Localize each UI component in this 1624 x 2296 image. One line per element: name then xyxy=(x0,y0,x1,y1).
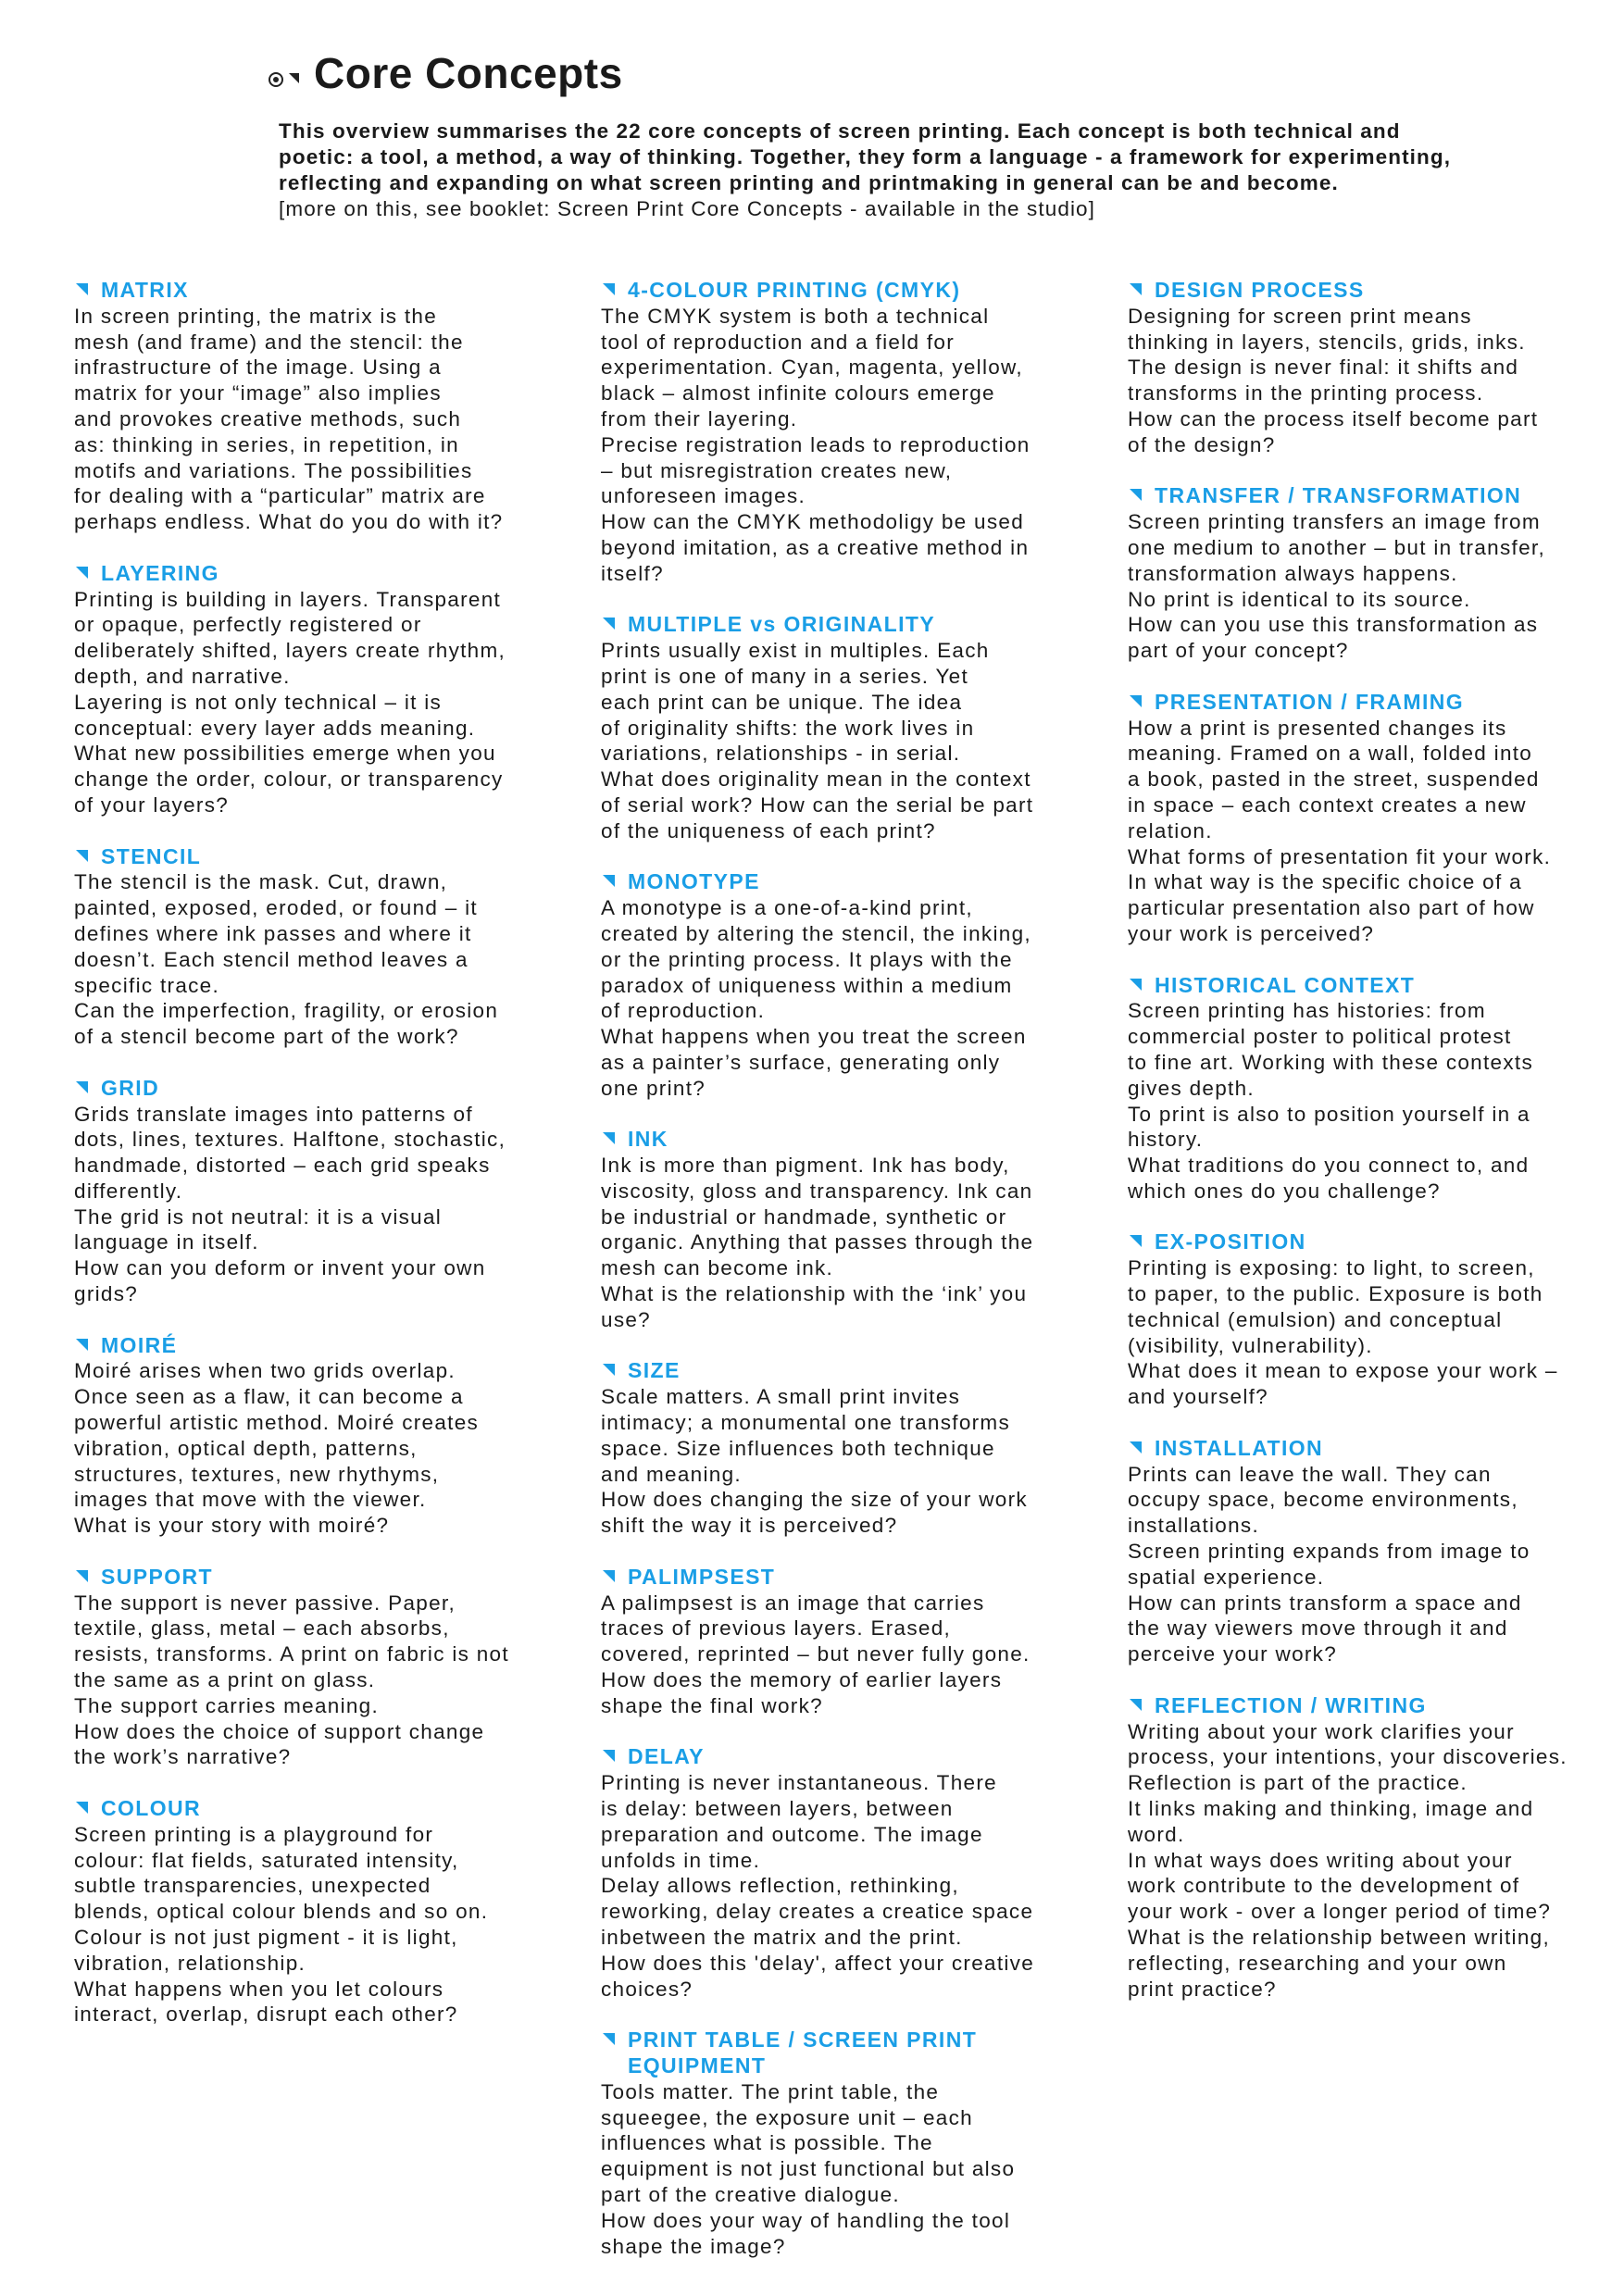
concept-title: HISTORICAL CONTEXT xyxy=(1155,972,1416,997)
concept-body: A palimpsest is an image that carries traces of previous layers. Erased, covered, reprinted – but never fully gone. How does the memory of earlier layers shape the final work? xyxy=(601,1591,1031,1717)
concept-title: STENCIL xyxy=(101,843,202,868)
corner-triangle-icon xyxy=(76,1081,88,1093)
concept-section xyxy=(601,2028,1101,2259)
concept-body: Printing is never instantaneous. There is delay: between layers, between preparation and outcome. The image unfolds in time. Delay allows reflection, rethinking, reworking, delay creates a creatice space inbetween the matrix and the print. How does this 'delay', affect your creative choices? xyxy=(601,1771,1035,2001)
concept-title: MULTIPLE vs ORIGINALITY xyxy=(628,612,936,637)
concept-title: 4-COLOUR PRINTING (CMYK) xyxy=(628,278,961,302)
concept-title: DESIGN PROCESS xyxy=(1155,278,1365,302)
concept-title: MATRIX xyxy=(101,278,189,302)
concept-section xyxy=(1128,1693,1624,2003)
concept-heading xyxy=(1128,1229,1624,1255)
concept-heading xyxy=(74,844,574,870)
concept-section xyxy=(74,1796,574,2028)
concept-body: How a print is presented changes its meaning. Framed on a wall, folded into a book, pasted in the street, suspended in space – each context creates a new relation. What forms of presentation fit your work. In what way is the specific choice of a particular presentation also part of how your work is perceived? xyxy=(1128,716,1552,945)
column-3 xyxy=(1128,278,1624,2028)
concept-title: INK xyxy=(628,1127,668,1152)
title-row xyxy=(269,48,623,98)
concept-section xyxy=(74,561,574,818)
concept-heading xyxy=(74,278,574,304)
concept-body: A monotype is a one-of-a-kind print, created by altering the stencil, the inking, or the printing process. It plays with the paradox of uniqueness within a medium of reproduction. What happens when you treat the screen as a painter’s surface, generating only one print? xyxy=(601,896,1031,1100)
concept-heading xyxy=(1128,1693,1624,1719)
concept-heading xyxy=(601,1744,1101,1770)
corner-triangle-icon xyxy=(603,1364,615,1376)
corner-triangle-icon xyxy=(603,875,615,887)
concept-body: Screen printing has histories: from commercial poster to political protest to fine art. Working with these contexts gives depth. To print is also to position yourself in a history. What traditions do you connect to, and which ones do you challenge? xyxy=(1128,999,1534,1203)
booklet-note: [more on this, see booklet: Screen Print Core Concepts - available in the studio] xyxy=(279,197,1096,220)
concept-body: Prints usually exist in multiples. Each print is one of many in a series. Yet each print can be unique. The idea of originality shifts: the work lives in variations, relationships - in serial. What does originality mean in the context of serial work? How can the serial be part of the uniqueness of each print? xyxy=(601,639,1034,842)
concept-heading xyxy=(74,1333,574,1359)
concept-title: GRID xyxy=(101,1075,160,1100)
concept-body: The support is never passive. Paper, textile, glass, metal – each absorbs, resists, transforms. A print on fabric is not the same as a print on glass. The support carries meaning. How does the choice of support change the work’s narrative? xyxy=(74,1591,509,1769)
corner-triangle-icon xyxy=(603,618,615,630)
concept-body: Tools matter. The print table, the squeegee, the exposure unit – each influences what is possible. The equipment is not just functional but also part of the creative dialogue. How does your way of handling the tool shape the image? xyxy=(601,2079,1016,2258)
concept-section xyxy=(601,1127,1101,1332)
column-1 xyxy=(74,278,574,2053)
concept-body: Grids translate images into patterns of dots, lines, textures. Halftone, stochastic, handmade, distorted – each grid speaks differently. The grid is not neutral: it is a visual language in itself. How can you deform or invent your own grids? xyxy=(74,1102,506,1306)
concept-title: PALIMPSEST xyxy=(628,1564,776,1589)
intro xyxy=(279,119,1593,222)
concept-title: LAYERING xyxy=(101,560,219,585)
concept-section xyxy=(74,844,574,1050)
corner-triangle-icon xyxy=(1130,283,1142,295)
corner-triangle-icon xyxy=(76,283,88,295)
concept-heading xyxy=(601,278,1101,304)
concept-section xyxy=(601,1744,1101,2002)
concept-body: In screen printing, the matrix is the mesh (and frame) and the stencil: the infrastructure of the image. Using a matrix for your “image” also implies and provokes creative methods, such as: thinking in series, in repetition, in motifs and variations. The possibilities for dealing with a “particular” matrix are perhaps endless. What do you do with it? xyxy=(74,304,504,534)
concept-section xyxy=(1128,278,1624,458)
concept-body: Moiré arises when two grids overlap. Once seen as a flaw, it can become a powerful artistic method. Moiré creates vibration, optical depth, patterns, structures, textures, new rhythyms, images that move with the viewer. What is your story with moiré? xyxy=(74,1359,480,1538)
concept-body: Ink is more than pigment. Ink has body, viscosity, gloss and transparency. Ink can be industrial or handmade, synthetic or organic. Anything that passes through the mesh can become ink. What is the relationship with the ‘ink’ you use? xyxy=(601,1154,1034,1331)
concept-section xyxy=(74,278,574,535)
corner-triangle-icon xyxy=(76,567,88,579)
concept-heading xyxy=(1128,278,1624,304)
concept-section xyxy=(1128,1229,1624,1410)
concept-title: SIZE xyxy=(628,1358,681,1383)
concept-heading xyxy=(74,1796,574,1822)
concept-heading xyxy=(74,1076,574,1102)
corner-triangle-icon xyxy=(603,1570,615,1582)
concept-body: Writing about your work clarifies your process, your intentions, your discoveries. Reflection is part of the practice. It links making and thinking, image and word. In what ways does writing about your work contribute to the development of your work - over a longer period of time? What is the relationship between writing, reflecting, researching and your own print practice? xyxy=(1128,1719,1568,2001)
corner-triangle-icon xyxy=(603,283,615,295)
concept-heading xyxy=(601,1358,1101,1384)
corner-triangle-icon xyxy=(76,1802,88,1814)
corner-triangle-icon xyxy=(603,1132,615,1144)
concept-body: Screen printing is a playground for colour: flat fields, saturated intensity, subtle transparencies, unexpected blends, optical colour blends and so on. Colour is not just pigment - it is light, vibration, relationship. What happens when you let colours interact, overlap, disrupt each other? xyxy=(74,1822,489,2027)
concept-title: DELAY xyxy=(628,1744,705,1769)
concept-heading xyxy=(1128,690,1624,716)
concept-body: Printing is building in layers. Transparent or opaque, perfectly registered or deliberately shifted, layers create rhythm, depth, and narrative. Layering is not only technical – it is conceptual: every layer adds meaning. What new possibilities emerge when you change the order, colour, or transparency of your layers? xyxy=(74,587,506,817)
concept-heading xyxy=(74,561,574,587)
concept-heading xyxy=(1128,483,1624,509)
concept-section xyxy=(74,1076,574,1307)
concept-section xyxy=(601,1565,1101,1719)
target-dot-icon xyxy=(269,72,283,87)
concept-section xyxy=(1128,483,1624,664)
concept-section xyxy=(601,278,1101,587)
corner-triangle-icon xyxy=(289,73,299,83)
concept-title: PRINT TABLE / SCREEN PRINT EQUIPMENT xyxy=(628,2028,978,2078)
concept-body: Screen printing transfers an image from one medium to another – but in transfer, transformation always happens. No print is identical to its source. How can you use this transformation as part of your concept? xyxy=(1128,510,1545,663)
concept-title: EX-POSITION xyxy=(1155,1229,1306,1254)
column-2 xyxy=(601,278,1101,2285)
corner-triangle-icon xyxy=(603,2033,615,2045)
concept-heading xyxy=(601,869,1101,895)
corner-triangle-icon xyxy=(1130,1699,1142,1711)
concept-body: Designing for screen print means thinking in layers, stencils, grids, inks. The design is never final: it shifts and transforms in the printing process. How can the process itself become part of the design? xyxy=(1128,304,1539,456)
concept-heading xyxy=(1128,1436,1624,1462)
corner-triangle-icon xyxy=(1130,695,1142,707)
concept-body: Scale matters. A small print invites intimacy; a monumental one transforms space. Size influences both technique and meaning. How does changing the size of your work shift the way it is perceived? xyxy=(601,1385,1028,1538)
corner-triangle-icon xyxy=(76,1570,88,1582)
concept-body: The stencil is the mask. Cut, drawn, painted, exposed, eroded, or found – it defines where ink passes and where it doesn’t. Each stencil method leaves a specific trace. Can the imperfection, fragility, or erosion of a stencil become part of the work? xyxy=(74,870,499,1049)
concept-section xyxy=(1128,1436,1624,1667)
concept-heading xyxy=(74,1565,574,1591)
concept-title: COLOUR xyxy=(101,1796,202,1821)
corner-triangle-icon xyxy=(1130,1235,1142,1247)
concept-section xyxy=(74,1333,574,1539)
concept-title: PRESENTATION / FRAMING xyxy=(1155,689,1465,714)
corner-triangle-icon xyxy=(603,1750,615,1762)
concept-title: MONOTYPE xyxy=(628,869,760,894)
concept-title: REFLECTION / WRITING xyxy=(1155,1692,1427,1717)
concept-body: The CMYK system is both a technical tool of reproduction and a field for experimentation. Cyan, magenta, yellow, black – almost infinite colours emerge from their layering. Precise registration leads to reproduction – but misregistration creates new, unforeseen images. How can the CMYK methodoligy be used beyond imitation, as a creative method in itself? xyxy=(601,304,1031,585)
corner-triangle-icon xyxy=(1130,979,1142,991)
concept-section xyxy=(74,1565,574,1770)
concept-section xyxy=(601,1358,1101,1539)
concept-heading xyxy=(601,2028,1101,2079)
concept-title: MOIRÉ xyxy=(101,1332,178,1357)
concept-section xyxy=(1128,973,1624,1204)
concept-body: Printing is exposing: to light, to screen, to paper, to the public. Exposure is both technical (emulsion) and conceptual (visibility, vulnerability). What does it mean to expose your work – and yourself? xyxy=(1128,1256,1558,1409)
concept-section xyxy=(601,869,1101,1101)
concept-heading xyxy=(601,1565,1101,1591)
intro-text: This overview summarises the 22 core concepts of screen printing. Each concept is both technical and poetic: a tool, a method, a way of thinking. Together, they form a language - a framework for experimenting, reflecting and expanding on what screen printing and printmaking in general can be and become. xyxy=(279,119,1452,194)
concept-title: INSTALLATION xyxy=(1155,1435,1324,1460)
concept-heading xyxy=(1128,973,1624,999)
corner-triangle-icon xyxy=(76,1339,88,1351)
corner-triangle-icon xyxy=(1130,1441,1142,1454)
concept-section xyxy=(1128,690,1624,947)
page-title: Core Concepts xyxy=(314,49,623,97)
concept-body: Prints can leave the wall. They can occupy space, become environments, installations. Screen printing expands from image to spatial experience. How can prints transform a space and the way viewers move through it and perceive your work? xyxy=(1128,1462,1530,1666)
concept-title: TRANSFER / TRANSFORMATION xyxy=(1155,483,1522,508)
concept-heading xyxy=(601,1127,1101,1153)
corner-triangle-icon xyxy=(1130,489,1142,501)
concept-section xyxy=(601,612,1101,843)
concept-heading xyxy=(601,612,1101,638)
corner-triangle-icon xyxy=(76,850,88,862)
concept-title: SUPPORT xyxy=(101,1564,213,1589)
